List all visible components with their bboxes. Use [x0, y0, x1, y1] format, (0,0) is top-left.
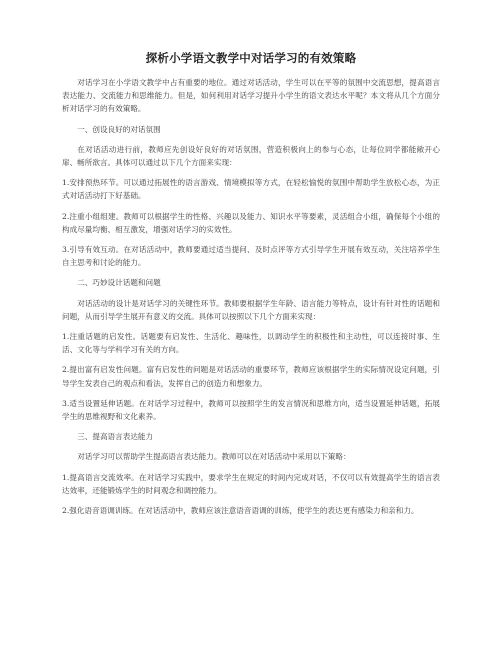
section-1 — [62, 123, 440, 136]
section-1-lead-block — [62, 143, 440, 169]
intro-paragraph: 对话学习在小学语文教学中占有重要的地位。通过对话活动，学生可以在平等的氛围中交流思想，提高语言表达能力、交流能力和思维能力。但是，如何利用对话学习提升小学生的语文表达水平呢？本文将从几个方面分析对话学习的有效策略。 — [62, 78, 440, 114]
document-page — [62, 0, 440, 517]
section-1-item-1-block — [62, 176, 440, 202]
section-2-item-2: 2.提出富有启发性问题。富有启发性的问题是对话活动的重要环节，教师应该根据学生的实际情况设定问题，引导学生发表自己的观点和看法，发挥自己的创造力和想象力。 — [62, 365, 440, 388]
section-3-lead-block — [62, 450, 440, 463]
section-3-item-2: 2.强化语音语调训练。在对话活动中，教师应该注意语音语调的训练，使学生的表达更有感染力和亲和力。 — [62, 506, 419, 516]
section-1-item-1: 1.安排预热环节。可以通过拓展性的语言游戏、情境模拟等方式，在轻松愉悦的氛围中帮助学生放松心态，为正式对话活动打下好基础。 — [62, 178, 440, 201]
section-2-item-1: 1.注重话题的启发性。话题要有启发性、生活化、趣味性，以调动学生的积极性和主动性，可以连接时事、生活、文化等与学科学习有关的方向。 — [62, 332, 440, 355]
section-2-lead: 对话活动的设计是对话学习的关键性环节。教师要根据学生年龄、语言能力等特点，设计有针对性的话题和问题，从而引导学生展开有意义的交流。具体可以按照以下几个方面来实现： — [62, 298, 440, 321]
section-3-heading: 三、提高语言表达能力 — [77, 432, 154, 442]
section-2-item-3-block — [62, 397, 440, 423]
section-3-lead: 对话学习可以帮助学生提高语言表达能力。教师可以在对话活动中采用以下策略： — [77, 452, 351, 462]
section-1-heading: 一、创设良好的对话氛围 — [77, 124, 161, 134]
section-1-item-3: 3.引导有效互动。在对话活动中，教师要通过适当提问、及时点评等方式引导学生开展有效互动，关注培养学生自主思考和讨论的能力。 — [62, 245, 440, 268]
section-1-lead: 在对话活动进行前，教师应先创设好良好的对话氛围，营造积极向上的参与心态，让每位同学都能敞开心扉、畅所欲言。具体可以通过以下几个方面来实现： — [62, 144, 440, 168]
section-3-item-2-block — [62, 504, 440, 517]
section-3 — [62, 430, 440, 443]
section-1-item-3-block — [62, 243, 440, 269]
section-2-item-1-block — [62, 330, 440, 356]
section-2-lead-block — [62, 297, 440, 323]
section-2 — [62, 276, 440, 289]
section-2-heading: 二、巧妙设计话题和问题 — [77, 278, 161, 288]
section-3-item-1: 1.提高语言交流效率。在对话学习实践中，要求学生在规定的时间内完成对话，不仅可以有效提高学生的语言表达效率，还能锻炼学生的时间观念和调控能力。 — [62, 472, 440, 495]
section-1-item-2: 2.注重小组组建。教师可以根据学生的性格、兴趣以及能力、知识水平等要素，灵活组合小组，确保每个小组的构成尽量均衡、相互激发，增强对话学习的实效性。 — [62, 211, 440, 234]
section-2-item-3: 3.适当设置延伸话题。在对话学习过程中，教师可以按照学生的发言情况和思维方向，适当设置延伸话题，拓展学生的思维视野和文化素养。 — [62, 398, 440, 422]
section-1-item-2-block — [62, 210, 440, 236]
document-title: 探析小学语文教学中对话学习的有效策略 — [145, 51, 357, 65]
section-2-item-2-block — [62, 363, 440, 389]
section-3-item-1-block — [62, 471, 440, 497]
